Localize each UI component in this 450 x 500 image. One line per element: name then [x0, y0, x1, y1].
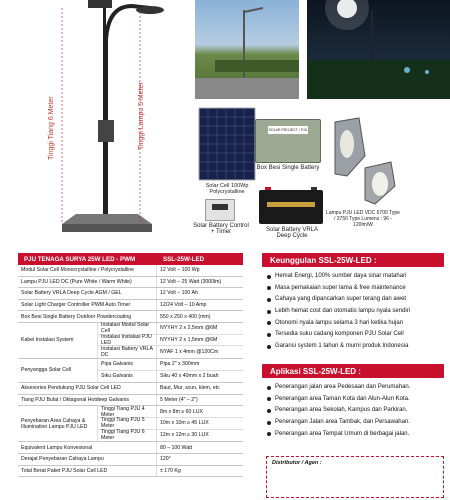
table-row — [18, 454, 243, 466]
row-label: Tiang PJU Bulat / Oktagonal Hotdeep Galvanis — [18, 395, 157, 406]
pole-battery-box — [98, 120, 114, 142]
row-label: Box Besi Single Battery Outdoor Powdercoating — [18, 311, 157, 322]
aplikasi-list — [262, 384, 444, 438]
battery-box-image — [255, 119, 321, 163]
daytime-photo — [195, 0, 299, 99]
sub-value: Pipa 2" x 300mm — [160, 361, 200, 368]
sub-label: Instalasi Battery VRLA DC — [98, 346, 157, 358]
distributor-label: Distributor / Agen : — [272, 460, 322, 466]
list-item: Penerangan area Sekolah, Kampus dan Parkiran. — [267, 407, 444, 414]
aplikasi-panel — [262, 364, 444, 442]
distributor-box — [266, 456, 444, 498]
battery-caption: Solar Battery VRLA Deep Cycle — [265, 227, 319, 239]
row-value: 80 – 100 Watt — [160, 444, 193, 451]
sub-value: NYYHY 2 x 1,5mm @6M — [160, 336, 218, 343]
list-item: Hemat Energi, 100% sumber daya sinar matahari — [267, 273, 444, 280]
table-row — [18, 395, 243, 407]
group-label: Penyangga Solar Cell — [18, 359, 98, 382]
list-item: Tersedia suku cadang komponen PJU Solar Cell — [267, 331, 444, 338]
row-label: Solar Battery VRLA Deep Cycle AGM / GEL — [18, 288, 157, 299]
table-row — [18, 311, 243, 323]
table-row — [18, 277, 243, 289]
table-row — [18, 265, 243, 277]
sub-label: Instalasi Instalasi PJU LED — [98, 335, 157, 346]
sub-label: Instalasi Modul Solar Cell — [98, 323, 157, 334]
spec-table — [18, 253, 243, 500]
row-value: 12 Volt – 25 Watt (3000lm) — [160, 278, 222, 285]
battery-box-caption: Box Besi Single Battery — [256, 165, 320, 171]
lamp-height-label: Tinggi Lampu 5 Meter — [138, 82, 145, 150]
bullet-icon — [267, 333, 271, 337]
row-value: 12/24 Volt – 10 Amp — [160, 302, 207, 309]
top-solar-panel — [88, 0, 112, 8]
bullet-icon — [267, 298, 271, 302]
row-value: 5 Meter (4" – 2") — [160, 397, 198, 404]
bullet-icon — [267, 432, 271, 436]
row-value: 12 Volt – 100 Ah — [160, 290, 198, 297]
row-value: 550 x 250 x 400 (mm) — [160, 313, 211, 320]
sub-label: Siku Galvanis — [98, 371, 157, 383]
bullet-icon — [267, 397, 271, 401]
keunggulan-panel — [262, 253, 444, 355]
sub-value: Siku 40 x 40mm x 2 buah — [160, 373, 219, 380]
row-value: 120° — [160, 456, 171, 463]
aplikasi-title: Aplikasi SSL-25W-LED : — [262, 364, 444, 378]
bullet-icon — [267, 310, 271, 314]
row-label: Modul Solar Cell Monocrystalline / Polycrystalline — [18, 265, 157, 276]
list-item: Penerangan Jalan area Tambak, dan Persawahan. — [267, 419, 444, 426]
sub-value: 12m x 12m ≥ 30 LUX — [160, 432, 209, 439]
table-row — [18, 300, 243, 312]
sub-label: Pipa Galvanis — [98, 359, 157, 370]
sub-value: NYAF 1 x 4mm @120Cm — [160, 348, 219, 355]
row-value: 12 Volt – 100 Wp — [160, 267, 200, 274]
row-label: Derajat Penyebaran Cahaya Lampu — [18, 454, 157, 465]
bullet-icon — [267, 386, 271, 390]
solar-panel-caption: Solar Cell 100Wp Polycrystalline — [205, 183, 249, 195]
row-label: Total Berat Paket PJU Solar Cell LED — [18, 466, 157, 477]
led-lamp-image — [325, 116, 399, 206]
table-row — [18, 383, 243, 395]
table-row — [18, 442, 243, 454]
bullet-icon — [267, 421, 271, 425]
bullet-icon — [267, 286, 271, 290]
solar-panel-image — [198, 107, 256, 181]
list-item: Penerangan area Taman Kota dan Alun-Alun Kota. — [267, 396, 444, 403]
list-item: Penerangan jalan area Pedesaan dan Perumahan. — [267, 384, 444, 391]
row-value: Baut, Mur, scun, klem, etc — [160, 385, 220, 392]
battery-box-label: SOLAR PROJECT / PJU — [268, 128, 308, 132]
bullet-icon — [267, 275, 271, 279]
sub-value: 10m x 10m ≥ 45 LUX — [160, 420, 209, 427]
bullet-icon — [267, 409, 271, 413]
table-row-group-penyebaran — [18, 406, 243, 442]
keunggulan-title: Keunggulan SSL-25W-LED : — [262, 253, 444, 267]
pole-foundation — [62, 224, 152, 232]
list-item: Lebih hemat cost dan otomatis lampu nyala sendiri — [267, 308, 444, 315]
list-item: Cahaya yang dipancarkan super terang dan awet — [267, 296, 444, 303]
table-row-group-kabel — [18, 323, 243, 359]
keunggulan-list — [262, 273, 444, 350]
lamp-caption: Lampu PJU LED VDC 6700 Type / 3750 Type Lumens : 96 - 120lm/W — [326, 210, 400, 228]
sub-value: NYYHY 2 x 2,5mm @6M — [160, 325, 218, 332]
nighttime-photo — [307, 0, 450, 99]
row-label: Equivalent Lampu Konvesional — [18, 442, 157, 453]
sub-label: Tinggi Tiang PJU 4 Meter — [98, 406, 157, 417]
group-label: Penyebaran Area Cahaya & Illumination Lampu PJU LED — [18, 406, 98, 441]
table-row — [18, 288, 243, 300]
controller-caption: Solar Battery Control + Timer — [193, 223, 249, 235]
bullet-icon — [267, 345, 271, 349]
spec-table-header — [18, 253, 243, 265]
row-label: Lampu PJU LED DC (Pure White / Warm White) — [18, 277, 157, 288]
list-item: Penerangan area Tempat Umum di berbagai jalan. — [267, 431, 444, 438]
table-row-group-penyangga — [18, 359, 243, 383]
table-row — [18, 466, 243, 478]
charge-controller-image — [205, 199, 235, 221]
list-item: Otonomi nyala lampu selama 3 hari ketika hujan — [267, 320, 444, 327]
row-label: Solar Light Charger Controller PWM Auto Timer — [18, 300, 157, 311]
row-label: Aksesories Pendukung PJU Solar Cell LED — [18, 383, 157, 394]
list-item: Garansi system 1 tahun & murni produk Indonesia — [267, 343, 444, 350]
vrla-battery-image — [259, 190, 323, 224]
spec-header-right: SSL-25W-LED — [163, 255, 205, 263]
sub-value: 8m x 8m ≥ 60 LUX — [160, 408, 203, 415]
row-value: ± 170 Kg — [160, 467, 181, 474]
group-label: Kabel Instalasi System — [18, 323, 98, 358]
pole-height-label: Tinggi Tiang 6 Meter — [48, 96, 55, 160]
street-light-pole-diagram — [0, 0, 190, 250]
spec-header-left: PJU TENAGA SURYA 25W LED - PWM — [24, 255, 136, 263]
sub-label: Tinggi Tiang PJU 6 Meter — [98, 430, 157, 442]
bullet-icon — [267, 321, 271, 325]
list-item: Masa pemakaian super lama & free maintenance — [267, 285, 444, 292]
sub-label: Tinggi Tiang PJU 5 Meter — [98, 418, 157, 429]
